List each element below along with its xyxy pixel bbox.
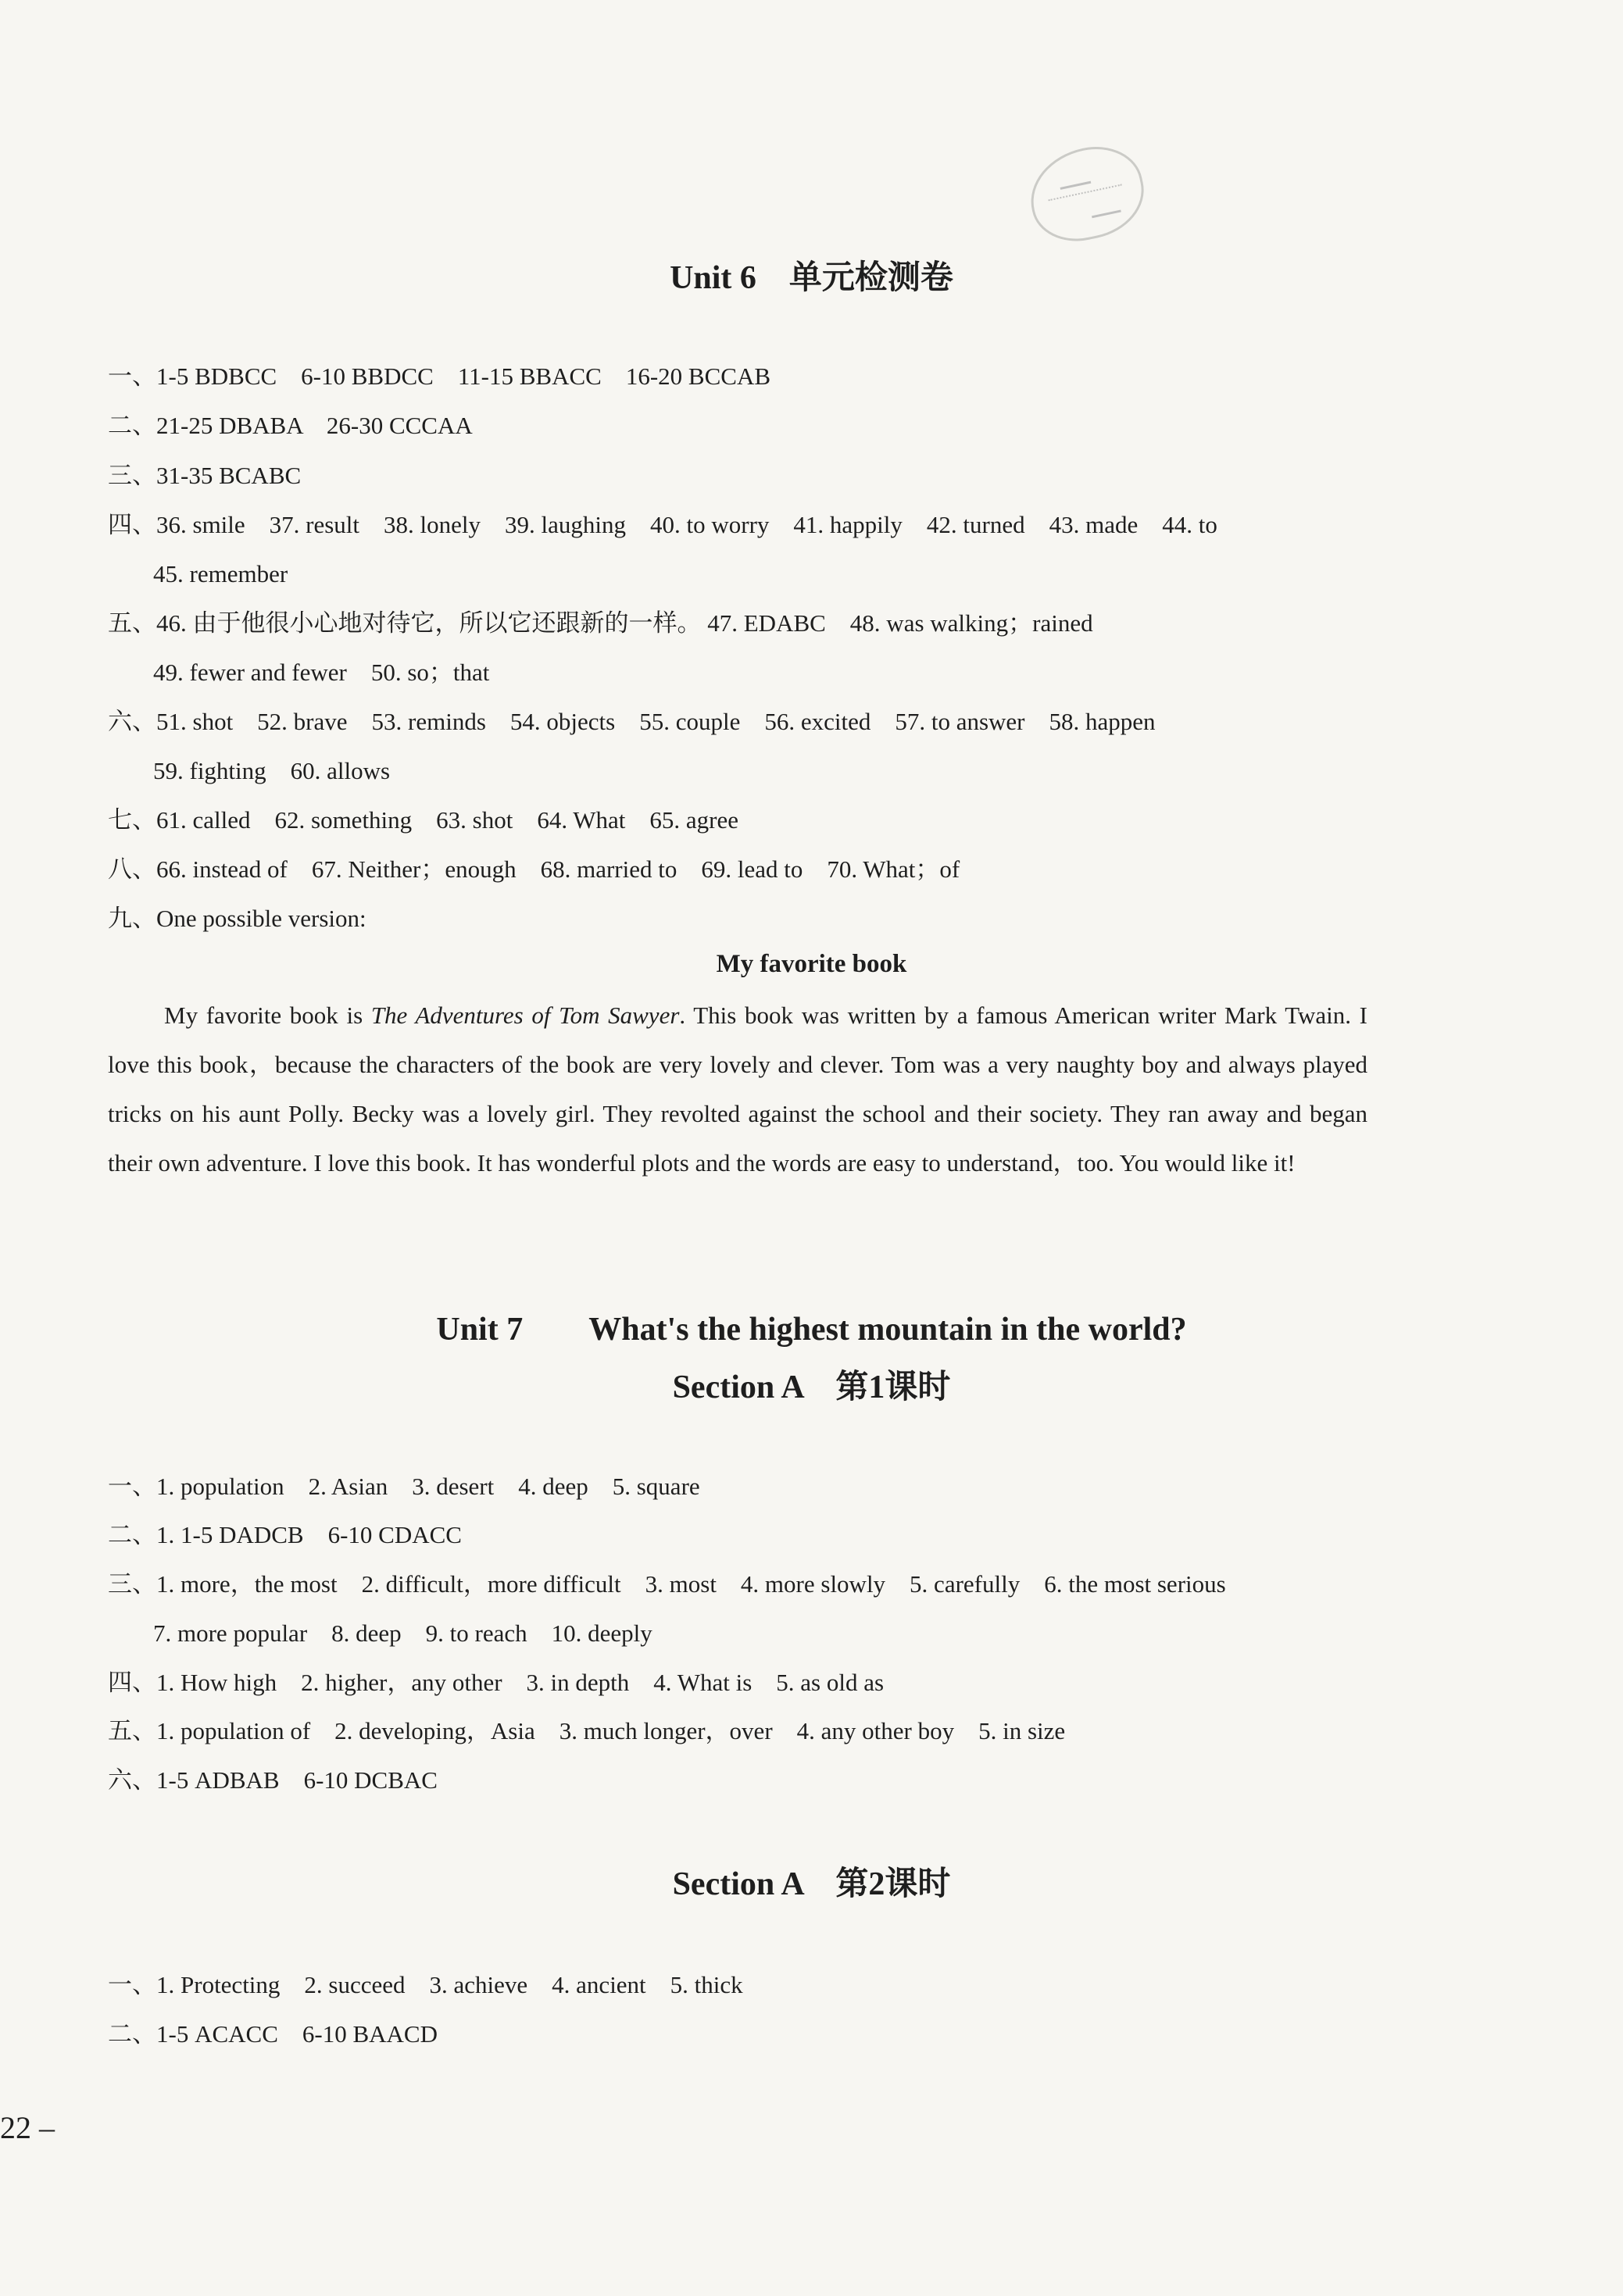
unit6-answer-line: 49. fewer and fewer 50. so；that <box>153 659 490 686</box>
unit7-answer-line: 六、1-5 ADBAB 6-10 DCBAC <box>108 1766 438 1794</box>
unit6-answer-line: 五、46. 由于他很小心地对待它，所以它还跟新的一样。 47. EDABC 48. was walking；rained <box>108 609 1093 637</box>
unit6-answer-line: 八、66. instead of 67. Neither；enough 68. married to 69. lead to 70. What；of <box>108 855 960 883</box>
unit6-answer-line: 四、36. smile 37. result 38. lonely 39. laughing 40. to worry 41. happily 42. turned 43. made 44. to <box>108 511 1217 538</box>
unit7-answer-line: 一、1. population 2. Asian 3. desert 4. deep 5. square <box>108 1473 700 1500</box>
book-title: The Adventures of Tom Sawyer <box>370 1002 680 1029</box>
essay-text: . This book was written by a famous American writer Mark Twain. I love this book，because the characters of the book are very lovely and clever. Tom was a very naughty boy and always played tricks on his aunt Polly. Becky was a lovely girl. They revolted against the school and their society. They ran away and began their own adventure. I love this book. It has wonderful plots and the words are easy to understand，too. You would like it! <box>108 1002 1367 1177</box>
homework-stamp-icon <box>1022 137 1153 250</box>
unit6-answer-line: 二、21-25 DBABA 26-30 CCCAA <box>108 412 473 439</box>
unit6-answer-line: 七、61. called 62. something 63. shot 64. What 65. agree <box>108 806 739 834</box>
section-a-lesson1-title: Section A 第1课时 <box>672 1369 951 1405</box>
unit7-answer-line: 五、1. population of 2. developing，Asia 3. much longer，over 4. any other boy 5. in size <box>108 1717 1066 1744</box>
unit7-answer-line: 二、1. 1-5 DADCB 6-10 CDACC <box>108 1521 462 1548</box>
unit6-title: Unit 6 单元检测卷 <box>670 260 953 296</box>
unit6-answer-line: 六、51. shot 52. brave 53. reminds 54. objects 55. couple 56. excited 57. to answer 58. happen <box>108 708 1156 735</box>
unit6-answer-line: 一、1-5 BDBCC 6-10 BBDCC 11-15 BBACC 16-20 BCCAB <box>108 362 771 390</box>
unit7-answer-line: 三、1. more，the most 2. difficult，more difficult 3. most 4. more slowly 5. carefully 6. the most serious <box>108 1570 1226 1598</box>
unit7-title: Unit 7 What's the highest mountain in the world? <box>436 1312 1187 1348</box>
essay-text: My favorite book is <box>164 1002 371 1029</box>
unit7-answer-line: 二、1-5 ACACC 6-10 BAACD <box>108 2020 438 2048</box>
unit7-answer-line: 一、1. Protecting 2. succeed 3. achieve 4. ancient 5. thick <box>108 1971 743 1998</box>
unit6-answer-line: 九、One possible version: <box>108 905 366 932</box>
unit6-answer-line: 三、31-35 BCABC <box>108 462 302 489</box>
essay-paragraph <box>108 991 1367 1187</box>
section-a-lesson2-title: Section A 第2课时 <box>672 1866 951 1902</box>
unit6-answer-line: 59. fighting 60. allows <box>153 757 391 784</box>
essay-title: My favorite book <box>716 950 907 978</box>
unit7-answer-line: 7. more popular 8. deep 9. to reach 10. deeply <box>153 1619 652 1647</box>
unit6-answer-line: 45. remember <box>153 560 288 587</box>
unit7-answer-line: 四、1. How high 2. higher，any other 3. in depth 4. What is 5. as old as <box>108 1669 885 1696</box>
page-number: 22 – <box>0 2110 55 2145</box>
